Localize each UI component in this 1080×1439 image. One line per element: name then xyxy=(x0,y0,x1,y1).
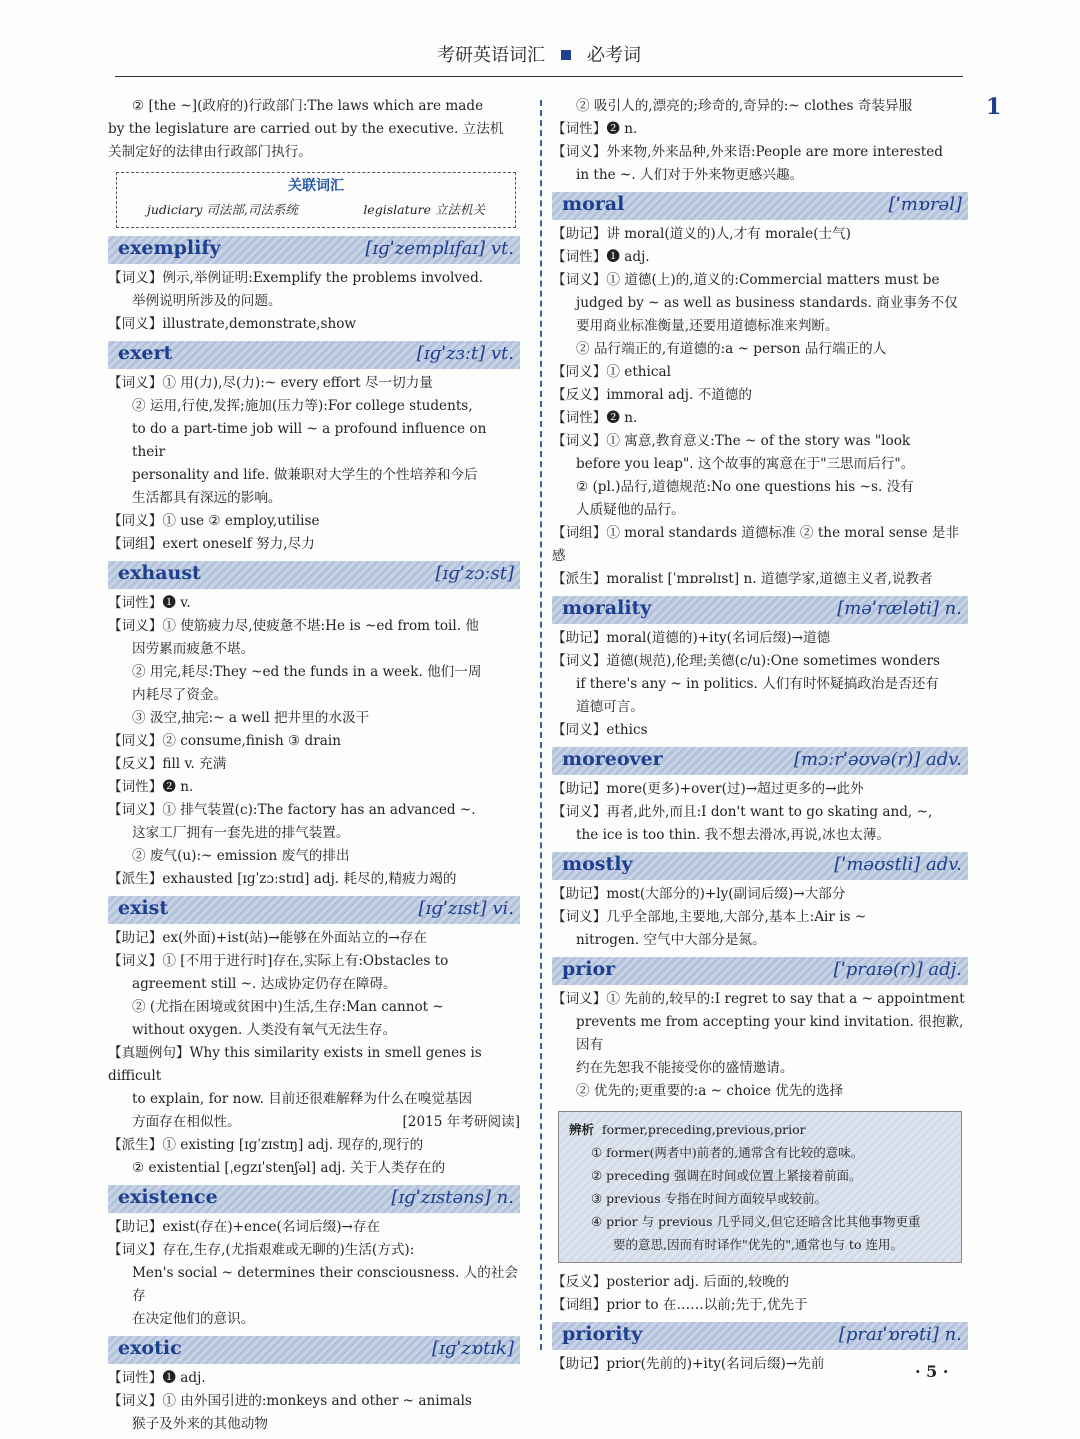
text-line: if there's any ~ in politics. 人们有时怀疑搞政治是否还有 xyxy=(576,676,939,692)
entry-header xyxy=(108,896,520,924)
comparison-line: ③ previous 专指在时间方面较早或较前。 xyxy=(591,1191,828,1206)
text-line: judged by ~ as well as business standards. 商业事务不仅 xyxy=(576,295,958,311)
text-line: 【同义】illustrate,demonstrate,show xyxy=(108,316,357,332)
text-line: 【词义】① 先前的,较早的:I regret to say that a ~ appointment xyxy=(552,991,965,1007)
comparison-line: ① former(两者中)前者的,通常含有比较的意味。 xyxy=(591,1145,864,1160)
text-line: to do a part-time job will ~ a profound influence on their xyxy=(132,421,487,460)
entry-header xyxy=(108,341,520,369)
text-line: 生活都具有深远的影响。 xyxy=(132,490,282,506)
text-line: 【词义】外来物,外来品种,外来语:People are more interested xyxy=(552,144,943,160)
entry-header xyxy=(552,852,968,880)
phonetic: [ɪɡˈzɔːst] xyxy=(435,563,514,584)
comparison-words: former,preceding,previous,prior xyxy=(601,1122,806,1137)
text-line: 【词义】例示,举例证明:Exemplify the problems involved. xyxy=(108,270,484,286)
text-line: 【词义】① [不用于进行时]存在,实际上有:Obstacles to xyxy=(108,953,449,969)
headword: existence xyxy=(118,1186,218,1208)
text-line: ② existential [ˌeɡzɪˈstenʃəl] adj. 关于人类存在的 xyxy=(132,1160,446,1176)
text-line: 【词义】① 用(力),尽(力):~ every effort 尽一切力量 xyxy=(108,375,433,391)
comparison-line: ④ prior 与 previous 几乎同义,但它还暗含比其他事物更重 xyxy=(591,1214,921,1229)
entry-header xyxy=(552,747,968,775)
header-title-right: 必考词 xyxy=(587,45,641,66)
text-line: 【真题例句】Why this similarity exists in smell genes is difficult xyxy=(108,1045,482,1084)
text-line: Men's social ~ determines their consciousness. 人的社会存 xyxy=(132,1265,519,1304)
related-words-title: 关联词汇 xyxy=(288,178,344,194)
headword: moral xyxy=(562,193,625,215)
text-line: ③ 汲空,抽完:~ a well 把井里的水汲干 xyxy=(132,710,370,726)
comparison-line: ② preceding 强调在时间或位置上紧接着前面。 xyxy=(591,1168,862,1183)
column-divider xyxy=(540,100,542,1350)
text-line: 【词性】❷ n. xyxy=(552,121,638,137)
related-word: legislature 立法机关 xyxy=(363,202,485,217)
entry-header xyxy=(552,192,968,220)
text-line: nitrogen. 空气中大部分是氮。 xyxy=(576,932,766,948)
page-number: · 5 · xyxy=(915,1362,949,1381)
headword: exist xyxy=(118,897,169,919)
text-line: ② [the ~](政府的)行政部门:The laws which are made xyxy=(132,98,484,114)
comparison-title: 辨析 xyxy=(569,1122,595,1137)
text-line: by the legislature are carried out by the executive. 立法机 xyxy=(108,121,504,137)
text-line: 在决定他们的意识。 xyxy=(132,1311,255,1327)
text-line: 这家工厂拥有一套先进的排气装置。 xyxy=(132,825,350,841)
phonetic: [ɪɡˈzɪst] vi. xyxy=(418,898,514,919)
headword: morality xyxy=(562,597,652,619)
exam-source: [2015 年考研阅读] xyxy=(402,1114,520,1130)
text-line: ② 运用,行使,发挥;施加(压力等):For college students, xyxy=(132,398,473,414)
text-line: 【词性】❷ n. xyxy=(108,779,194,795)
text-line: ② (pl.)品行,道德规范:No one questions his ~s. 没有 xyxy=(576,479,914,495)
text-line: 【词义】几乎全部地,主要地,大部分,基本上:Air is ~ xyxy=(552,909,867,925)
text-line: 【词组】exert oneself 努力,尽力 xyxy=(108,536,315,552)
phonetic: [ˈpraɪə(r)] adj. xyxy=(833,959,962,980)
headword: exhaust xyxy=(118,562,201,584)
text-line: 【同义】② consume,finish ③ drain xyxy=(108,733,341,749)
headword: prior xyxy=(562,958,616,980)
phonetic: [məˈræləti] n. xyxy=(837,598,962,619)
text-line: 【反义】immoral adj. 不道德的 xyxy=(552,387,752,403)
text-line: the ice is too thin. 我不想去滑冰,再说,冰也太薄。 xyxy=(576,827,891,843)
text-line: 【词组】① moral standards 道德标准 ② the moral sense 是非感 xyxy=(552,525,960,564)
text-line: 【同义】① ethical xyxy=(552,364,671,380)
text-line: 【词义】存在,生存,(尤指艰难或无聊的)生活(方式): xyxy=(108,1242,415,1258)
text-line: 【助记】exist(存在)+ence(名词后缀)→存在 xyxy=(108,1219,381,1235)
text-line: 【词义】① 由外国引进的:monkeys and other ~ animals xyxy=(108,1393,472,1409)
text-line: 【派生】exhausted [ɪɡˈzɔːstɪd] adj. 耗尽的,精疲力竭的 xyxy=(108,871,457,887)
unit-number: 1 xyxy=(986,94,1002,120)
text-line: 【助记】most(大部分的)+ly(副词后缀)→大部分 xyxy=(552,886,846,902)
phonetic: [ɪɡˈzɪstəns] n. xyxy=(391,1187,514,1208)
entry-header xyxy=(552,1322,968,1350)
text-line: in the ~. 人们对于外来物更感兴趣。 xyxy=(576,167,804,183)
phonetic: [ˈməʊstli] adv. xyxy=(834,854,962,875)
text-line: 【派生】moralist [ˈmɒrəlɪst] n. 道德学家,道德主义者,说教者 xyxy=(552,571,933,587)
text-line: 【助记】讲 moral(道义的)人,才有 morale(士气) xyxy=(552,226,851,242)
text-line: 猴子及外来的其他动物 xyxy=(132,1416,268,1432)
text-line: to explain, for now. 目前还很难解释为什么在嗅觉基因 xyxy=(132,1091,473,1107)
headword: mostly xyxy=(562,853,633,875)
text-line xyxy=(108,1111,520,1134)
headword: exotic xyxy=(118,1337,182,1359)
text-line: 【助记】ex(外面)+ist(站)→能够在外面站立的→存在 xyxy=(108,930,427,946)
comparison-box xyxy=(558,1111,962,1263)
text-line: 【派生】① existing [ɪɡˈzɪstɪŋ] adj. 现存的,现行的 xyxy=(108,1137,424,1153)
text-line: 关制定好的法律由行政部门执行。 xyxy=(108,144,312,160)
text-line: ② 废气(u):~ emission 废气的排出 xyxy=(132,848,350,864)
text-line: 【词性】❶ v. xyxy=(108,595,191,611)
entry-header xyxy=(108,1185,520,1213)
text-line: 【词义】① 寓意,教育意义:The ~ of the story was "look xyxy=(552,433,911,449)
text-line: 【助记】prior(先前的)+ity(名词后缀)→先前 xyxy=(552,1356,825,1372)
phonetic: [ɪɡˈzɜːt] vt. xyxy=(416,343,514,364)
text-line: before you leap". 这个故事的寓意在于"三思而后行"。 xyxy=(576,456,915,472)
text-line: 【词性】❶ adj. xyxy=(552,249,650,265)
entry-header xyxy=(108,1336,520,1364)
related-words-box xyxy=(116,172,516,228)
text-line: 道德可言。 xyxy=(576,699,644,715)
text-line: 【词组】prior to 在……以前;先于,优先于 xyxy=(552,1297,808,1313)
text-line: 【助记】moral(道德的)+ity(名词后缀)→道德 xyxy=(552,630,831,646)
text-line: agreement still ~. 达成协定仍存在障碍。 xyxy=(132,976,397,992)
text-line: 约在先恕我不能接受你的盛情邀请。 xyxy=(576,1060,794,1076)
text-line: 【助记】more(更多)+over(过)→超过更多的→此外 xyxy=(552,781,864,797)
related-word: judiciary 司法部,司法系统 xyxy=(147,202,298,217)
text-line: ② 优先的;更重要的:a ~ choice 优先的选择 xyxy=(576,1083,844,1099)
text-line: 人质疑他的品行。 xyxy=(576,502,685,518)
text-line: 要用商业标准衡量,还要用道德标准来判断。 xyxy=(576,318,839,334)
text-line: 【词义】再者,此外,而且:I don't want to go skating and, ~, xyxy=(552,804,933,820)
text-line: ② 吸引人的,漂亮的;珍奇的,奇异的:~ clothes 奇装异服 xyxy=(576,98,913,114)
text-line: without oxygen. 人类没有氧气无法生存。 xyxy=(132,1022,397,1038)
headword: priority xyxy=(562,1323,643,1345)
right-column xyxy=(552,95,968,1376)
header-title-left: 考研英语词汇 xyxy=(437,45,545,66)
entry-header xyxy=(108,236,520,264)
text-line: 【词义】① 道德(上)的,道义的:Commercial matters must be xyxy=(552,272,940,288)
text-line: 【反义】fill v. 充满 xyxy=(108,756,227,772)
text-line: ② (尤指在困境或贫困中)生活,生存:Man cannot ~ xyxy=(132,999,444,1015)
phonetic: [ˈmɒrəl] xyxy=(888,194,962,215)
text-line: 【词义】道德(规范),伦理;美德(c/u):One sometimes wonders xyxy=(552,653,940,669)
entry-header xyxy=(552,957,968,985)
comparison-line: 要的意思,因而有时译作"优先的",通常也与 to 连用。 xyxy=(613,1237,903,1252)
text-line: 举例说明所涉及的问题。 xyxy=(132,293,282,309)
text-line: personality and life. 做兼职对大学生的个性培养和今后 xyxy=(132,467,478,483)
text-span: 方面存在相似性。 xyxy=(132,1114,241,1130)
text-line: 【词性】❷ n. xyxy=(552,410,638,426)
entry-header xyxy=(552,596,968,624)
text-line: ② 用完,耗尽:They ~ed the funds in a week. 他们一周 xyxy=(132,664,482,680)
text-line: 内耗尽了资金。 xyxy=(132,687,228,703)
text-line: prevents me from accepting your kind invitation. 很抱歉,因有 xyxy=(576,1014,964,1053)
headword: moreover xyxy=(562,748,663,770)
left-column xyxy=(108,95,520,1436)
text-line: 【同义】ethics xyxy=(552,722,648,738)
phonetic: [praɪˈɒrəti] n. xyxy=(838,1324,962,1345)
phonetic: [ɪɡˈzɒtɪk] xyxy=(432,1338,514,1359)
text-line: 因劳累而疲惫不堪。 xyxy=(132,641,255,657)
text-line: 【词义】① 使筋疲力尽,使疲惫不堪:He is ~ed from toil. 他 xyxy=(108,618,479,634)
text-line: 【词义】① 排气装置(c):The factory has an advanced ~. xyxy=(108,802,476,818)
phonetic: [mɔːrˈəʊvə(r)] adv. xyxy=(794,749,962,770)
headword: exemplify xyxy=(118,237,221,259)
page-header xyxy=(115,40,963,77)
comparison-header xyxy=(569,1118,951,1141)
phonetic: [ɪɡˈzemplɪfaɪ] vt. xyxy=(365,238,514,259)
text-line: ② 品行端正的,有道德的:a ~ person 品行端正的人 xyxy=(576,341,887,357)
square-icon xyxy=(561,50,571,60)
text-line: 【同义】① use ② employ,utilise xyxy=(108,513,320,529)
text-line: 【反义】posterior adj. 后面的,较晚的 xyxy=(552,1274,790,1290)
entry-header xyxy=(108,561,520,589)
text-line: 【词性】❶ adj. xyxy=(108,1370,206,1386)
headword: exert xyxy=(118,342,173,364)
